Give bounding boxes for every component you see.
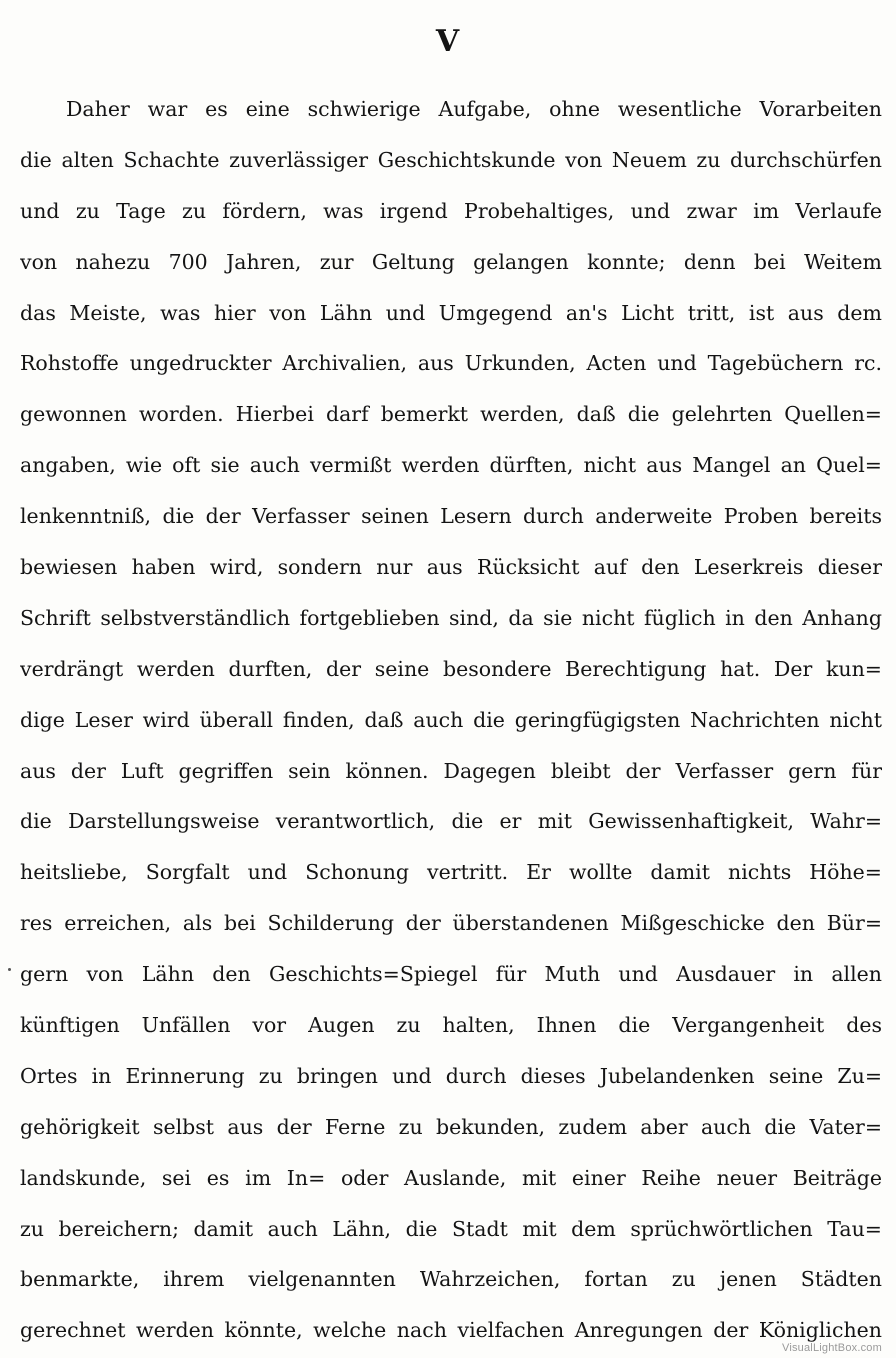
text-line: landskunde, sei es im In= oder Auslande, mit einer Reihe neuer Beiträge bbox=[20, 1165, 882, 1190]
text-line: dige Leser wird überall finden, daß auch die geringfügigsten Nachrichten nicht bbox=[20, 707, 882, 732]
ink-speck bbox=[8, 968, 11, 971]
text-line: angaben, wie oft sie auch vermißt werden dürften, nicht aus Mangel an Quel= bbox=[20, 453, 882, 478]
page-number: V bbox=[435, 24, 461, 59]
text-line: gewonnen worden. Hierbei darf bemerkt werden, daß die gelehrten Quellen= bbox=[20, 402, 882, 427]
text-line: künftigen Unfällen vor Augen zu halten, Ihnen die Vergangenheit des bbox=[20, 1013, 882, 1038]
body-text bbox=[20, 84, 882, 1356]
text-line: zu bereichern; damit auch Lähn, die Stadt mit dem sprüchwörtlichen Tau= bbox=[20, 1216, 882, 1241]
text-line: gerechnet werden könnte, welche nach vielfachen Anregungen der Königlichen bbox=[20, 1318, 882, 1343]
text-line: lenkenntniß, die der Verfasser seinen Lesern durch anderweite Proben bereits bbox=[20, 504, 882, 529]
text-line: von nahezu 700 Jahren, zur Geltung gelangen konnte; denn bei Weitem bbox=[20, 249, 882, 274]
text-line: das Meiste, was hier von Lähn und Umgegend an's Licht tritt, ist aus dem bbox=[20, 300, 882, 325]
text-line: bewiesen haben wird, sondern nur aus Rücksicht auf den Leserkreis dieser bbox=[20, 555, 882, 580]
text-line: Daher war es eine schwierige Aufgabe, ohne wesentliche Vorarbeiten bbox=[66, 97, 882, 121]
text-line: benmarkte, ihrem vielgenannten Wahrzeichen, fortan zu jenen Städten bbox=[20, 1267, 882, 1292]
text-line: aus der Luft gegriffen sein können. Dagegen bleibt der Verfasser gern für bbox=[20, 758, 882, 783]
text-line: gehörigkeit selbst aus der Ferne zu bekunden, zudem aber auch die Vater= bbox=[20, 1114, 882, 1139]
text-line: Ortes in Erinnerung zu bringen und durch dieses Jubelandenken seine Zu= bbox=[20, 1063, 882, 1088]
text-line: heitsliebe, Sorgfalt und Schonung vertritt. Er wollte damit nichts Höhe= bbox=[20, 860, 882, 885]
text-line: Schrift selbstverständlich fortgeblieben sind, da sie nicht füglich in den Anhang bbox=[20, 605, 882, 630]
text-line: gern von Lähn den Geschichts=Spiegel für Muth und Ausdauer in allen bbox=[20, 962, 882, 987]
text-line: und zu Tage zu fördern, was irgend Probehaltiges, und zwar im Verlaufe bbox=[20, 198, 882, 223]
text-line: die Darstellungsweise verantwortlich, die er mit Gewissenhaftigkeit, Wahr= bbox=[20, 809, 882, 834]
text-line: Rohstoffe ungedruckter Archivalien, aus Urkunden, Acten und Tagebüchern rc. bbox=[20, 351, 882, 376]
text-line: verdrängt werden durften, der seine besondere Berechtigung hat. Der kun= bbox=[20, 656, 882, 681]
text-line: res erreichen, als bei Schilderung der überstandenen Mißgeschicke den Bür= bbox=[20, 911, 882, 936]
text-line: die alten Schachte zuverlässiger Geschichtskunde von Neuem zu durchschürfen bbox=[20, 147, 882, 172]
watermark: VisualLightBox.com bbox=[781, 1342, 882, 1354]
